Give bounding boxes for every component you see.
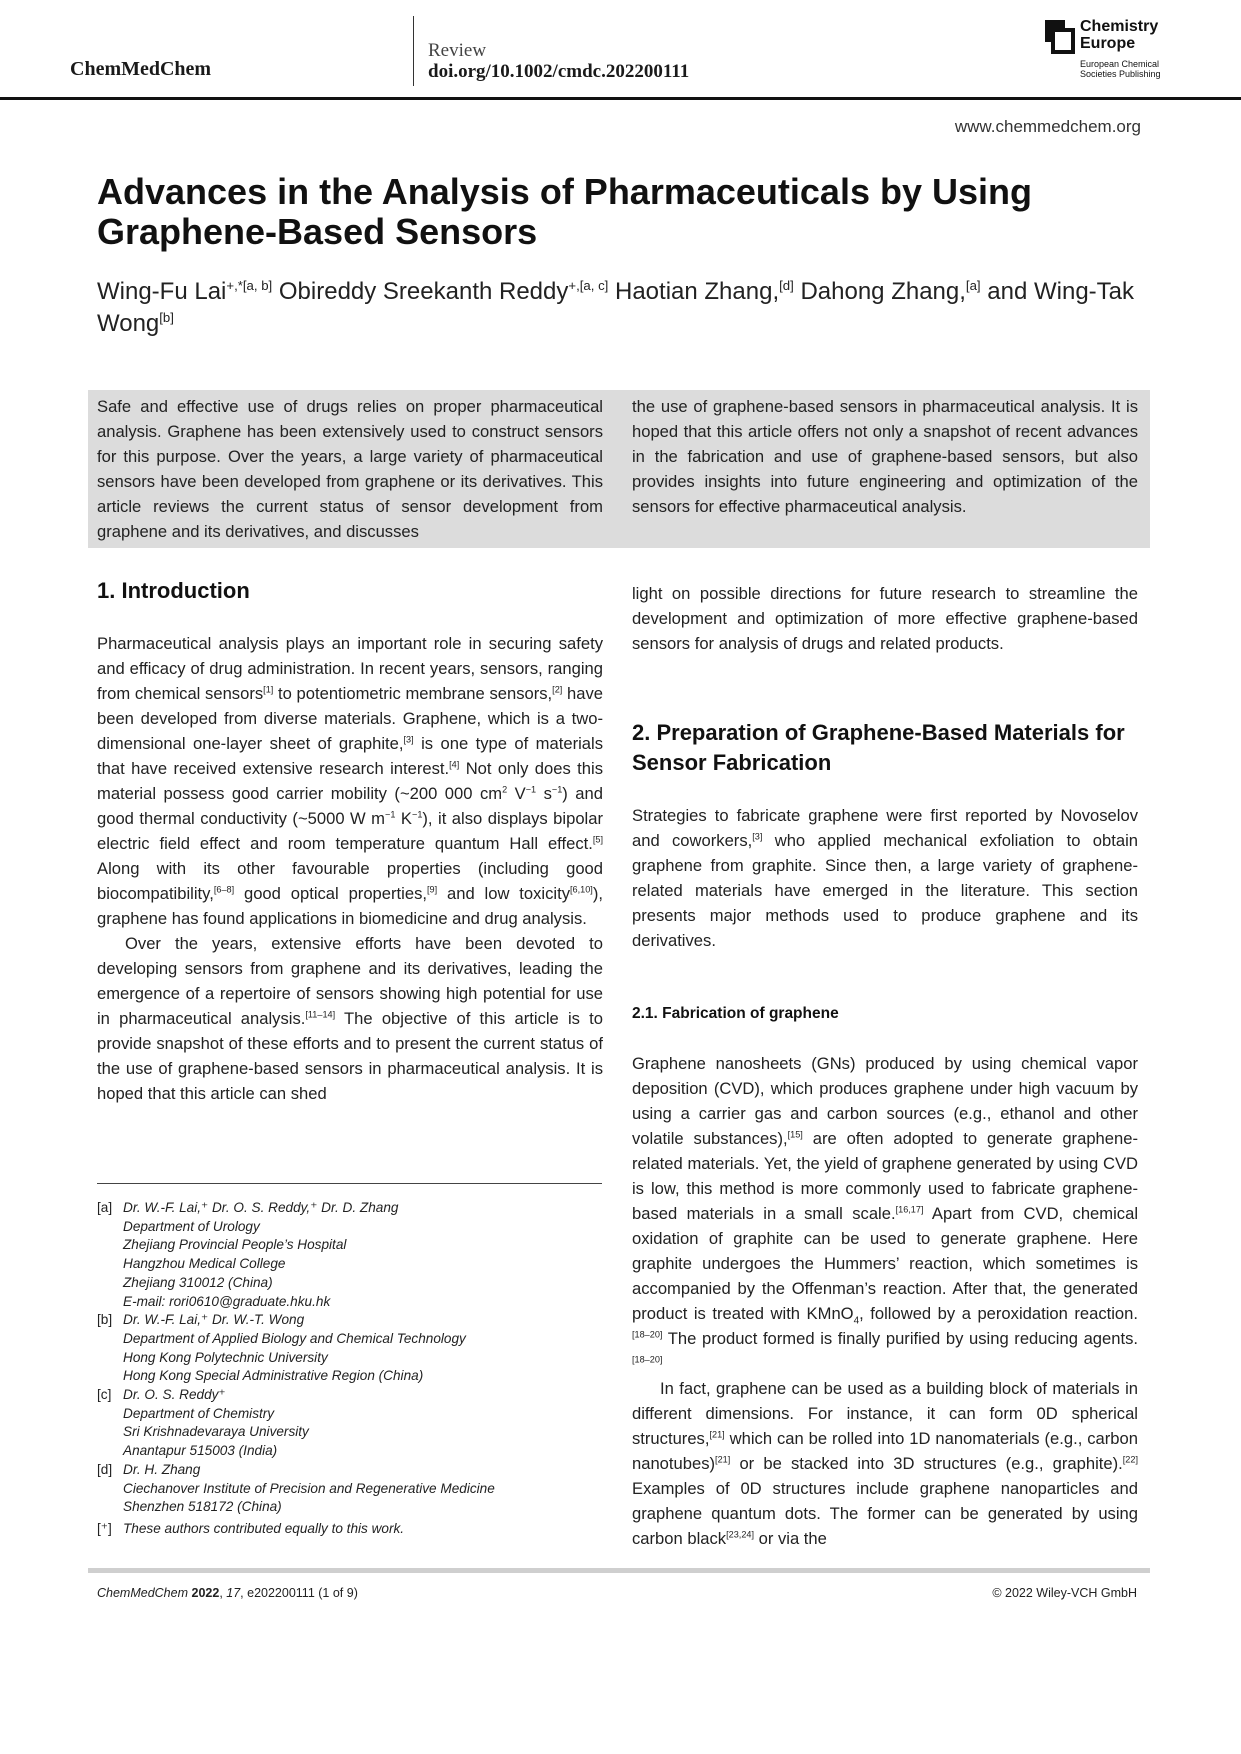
- affiliation-b: [97, 1311, 607, 1386]
- text-run: who applied mechanical exfoliation to obtain graphene from graphite. Since then, a large variety of graphene-related materials have emerged in the literature. This section presents major methods used to produce graphene and its derivatives.: [632, 831, 1138, 950]
- section-2-1-heading: [632, 1003, 1138, 1025]
- citation[interactable]: [18–20]: [632, 1329, 663, 1340]
- text-run: Strategies to fabricate graphene were first reported by Novoselov and coworkers,: [632, 806, 1138, 850]
- text-run: ), graphene has found applications in biomedicine and drug analysis.: [97, 884, 603, 928]
- affiliation-line: Hong Kong Special Administrative Region (China): [123, 1368, 424, 1384]
- citation[interactable]: [6–8]: [213, 884, 235, 895]
- citation[interactable]: [15]: [787, 1129, 803, 1140]
- section-heading: 2. Preparation of Graphene-Based Materials for Sensor Fabrication: [632, 720, 1125, 775]
- affiliation-line: Department of Urology: [123, 1218, 260, 1234]
- footer-citation: ChemMedChem 2022, 17, e202200111 (1 of 9): [97, 1586, 358, 1600]
- text-run: s: [536, 784, 552, 803]
- text-run: Graphene nanosheets (GNs) produced by using chemical vapor deposition (CVD), which produces graphene under high vacuum by using a carrier gas and carbon sources (e.g., ethanol and other volatile substances),: [632, 1054, 1138, 1148]
- subsection-heading: 2.1. Fabrication of graphene: [632, 1005, 839, 1022]
- paragraph: [632, 1051, 1138, 1376]
- author-affiliation-mark: [a]: [965, 278, 981, 293]
- author-name[interactable]: Dahong Zhang,: [800, 278, 966, 305]
- affiliation-line: Department of Applied Biology and Chemical Technology: [123, 1330, 466, 1346]
- introduction-continued: [632, 581, 1138, 656]
- footer-year: 2022: [191, 1586, 220, 1600]
- citation[interactable]: [23,24]: [726, 1529, 754, 1540]
- citation[interactable]: [6,10]: [570, 884, 593, 895]
- introduction-heading: [97, 576, 603, 606]
- author-affiliation-mark: +,[a, c]: [568, 278, 609, 293]
- footer-copyright: © 2022 Wiley-VCH GmbH: [992, 1586, 1137, 1600]
- text-run: V: [507, 784, 526, 803]
- footer-article: , e202200111 (1 of 9): [240, 1586, 358, 1600]
- citation[interactable]: [4]: [449, 759, 460, 770]
- logo-sub-line-1: European Chemical: [1080, 59, 1160, 69]
- paragraph: [97, 631, 603, 931]
- text-run: In fact, graphene can be used as a building block of materials in different dimensions. For instance, it can form 0D spherical structures,: [632, 1379, 1138, 1448]
- affiliation-label: [b]: [97, 1312, 113, 1328]
- section-2-body: [632, 803, 1138, 953]
- affiliation-line: Hong Kong Polytechnic University: [123, 1349, 328, 1365]
- citation[interactable]: [16,17]: [895, 1204, 924, 1215]
- affiliation-line: Ciechanover Institute of Precision and Regenerative Medicine: [123, 1480, 495, 1496]
- author-list: [97, 276, 1157, 340]
- paragraph: light on possible directions for future research to streamline the development and optimization of more effective graphene-based sensors for analysis of drugs and related products.: [632, 584, 1138, 653]
- affiliation-line: Department of Chemistry: [123, 1405, 275, 1421]
- email-link[interactable]: E-mail: rori0610@graduate.hku.hk: [123, 1293, 331, 1309]
- abstract-left-column: Safe and effective use of drugs relies on proper pharmaceutical analysis. Graphene has been extensively used to construct sensors for this purpose. Over the years, a large variety of pharmaceutical sensors have been developed from graphene or its derivatives. This article reviews the current status of sensor development from graphene and its derivatives, and discusses: [97, 397, 603, 541]
- text-run: or via the: [754, 1529, 827, 1548]
- author-name[interactable]: Wing-Tak Wong: [97, 278, 1135, 337]
- affiliation-d: [97, 1461, 607, 1517]
- text-run: to potentiometric membrane sensors,: [273, 684, 553, 703]
- footnote-rule: [97, 1183, 602, 1184]
- section-2-heading: [632, 718, 1152, 778]
- article-title: Advances in the Analysis of Pharmaceuticals by Using Graphene-Based Sensors: [97, 171, 1032, 252]
- section-heading: 1. Introduction: [97, 578, 250, 603]
- header-divider: [413, 16, 414, 86]
- citation[interactable]: [22]: [1122, 1454, 1138, 1465]
- exponent: −1: [525, 784, 537, 795]
- chemistry-europe-logo[interactable]: [1045, 18, 1175, 82]
- text-run: is one type of materials that have received extensive research interest.: [97, 734, 603, 778]
- affiliations: [97, 1199, 607, 1539]
- introduction-body: [97, 631, 603, 1106]
- text-run: K: [395, 809, 412, 828]
- exponent: −1: [385, 809, 396, 820]
- header-rule: [0, 97, 1241, 100]
- citation[interactable]: [2]: [552, 684, 563, 695]
- logo-subtitle: [1080, 59, 1161, 79]
- footer-journal: ChemMedChem: [97, 1586, 189, 1600]
- affiliation-line: Hangzhou Medical College: [123, 1256, 286, 1272]
- affiliation-line: Dr. O. S. Reddy⁺: [123, 1387, 226, 1403]
- logo-sub-line-2: Societies Publishing: [1080, 69, 1161, 79]
- affiliation-line: These authors contributed equally to this work.: [123, 1520, 405, 1536]
- affiliation-line: Dr. W.-F. Lai,⁺ Dr. O. S. Reddy,⁺ Dr. D. Zhang: [123, 1200, 399, 1215]
- affiliation-line: Dr. H. Zhang: [123, 1461, 201, 1477]
- logo-title-line-1: Chemistry: [1080, 18, 1159, 35]
- journal-name: ChemMedChem: [70, 58, 212, 80]
- citation[interactable]: [9]: [426, 884, 438, 895]
- author-name[interactable]: Obireddy Sreekanth Reddy: [278, 278, 569, 305]
- author-name[interactable]: Haotian Zhang,: [615, 278, 780, 305]
- text-run: Not only does this material possess good carrier mobility (~200 000 cm: [97, 759, 603, 803]
- text-run: Examples of 0D structures include graphene nanoparticles and graphene quantum dots. The former can be generated by using carbon black: [632, 1479, 1138, 1548]
- affiliation-label: [⁺]: [97, 1520, 112, 1536]
- logo-title: [1080, 18, 1158, 52]
- text-run: have been developed from diverse materials. Graphene, which is a two-dimensional one-layer sheet of graphite,: [97, 684, 604, 753]
- affiliation-label: [a]: [97, 1200, 113, 1215]
- footer-rule: [88, 1568, 1150, 1573]
- affiliation-line: Anantapur 515003 (India): [123, 1443, 278, 1459]
- text-run: are often adopted to generate graphene-related materials. Yet, the yield of graphene generated by using CVD is low, this method is more commonly used to fabricate graphene-based materials in a small scale.: [632, 1129, 1138, 1223]
- text-run: and low toxicity: [437, 884, 571, 903]
- paragraph: [632, 1376, 1138, 1551]
- citation[interactable]: [21]: [715, 1454, 731, 1465]
- exponent: −1: [551, 784, 563, 795]
- affiliation-line: Dr. W.-F. Lai,⁺ Dr. W.-T. Wong: [123, 1312, 305, 1328]
- affiliation-equal-contribution: [97, 1520, 607, 1539]
- text-run: Along with its other favourable properties (including good biocompatibility,: [97, 859, 603, 903]
- citation[interactable]: [18–20]: [632, 1354, 663, 1365]
- text-run: Apart from CVD, chemical oxidation of graphite can be used to generate graphene. Here graphite undergoes the Hummers’ reaction, which sometimes is accompanied by the Offenman’s reaction. After that, the generated product is treated with KMnO: [632, 1204, 1138, 1323]
- citation[interactable]: [21]: [709, 1429, 725, 1440]
- paragraph: [97, 931, 603, 1106]
- doi-link[interactable]: doi.org/10.1002/cmdc.202200111: [428, 61, 690, 82]
- affiliation-a: [97, 1199, 607, 1311]
- citation[interactable]: [5]: [592, 834, 603, 845]
- author-affiliation-mark: [b]: [159, 310, 174, 325]
- affiliation-line: Shenzhen 518172 (China): [123, 1499, 282, 1515]
- text-run: ), it also displays bipolar electric field effect and room temperature quantum Hall effect.: [97, 809, 603, 853]
- exponent: 2: [502, 784, 508, 795]
- text-run: Pharmaceutical analysis plays an important role in securing safety and efficacy of drug administration. In recent years, sensors, ranging from chemical sensors: [97, 634, 603, 703]
- text-run: or be stacked into 3D structures (e.g., graphite).: [730, 1454, 1123, 1473]
- journal-website-link[interactable]: www.chemmedchem.org: [954, 117, 1141, 136]
- text-run: , followed by a peroxidation reaction.: [859, 1304, 1139, 1323]
- affiliation-line: Zhejiang Provincial People’s Hospital: [123, 1237, 347, 1253]
- exponent: −1: [411, 809, 423, 820]
- author-name[interactable]: Wing-Fu Lai: [97, 278, 227, 305]
- text-run: The objective of this article is to provide snapshot of these efforts and to present the current status of the use of graphene-based sensors in pharmaceutical analysis. It is hoped that this article can shed: [97, 1009, 603, 1103]
- footer-volume: 17: [226, 1586, 241, 1600]
- subscript: 4: [853, 1315, 860, 1327]
- affiliation-label: [c]: [97, 1387, 112, 1403]
- affiliation-c: [97, 1386, 607, 1461]
- author-affiliation-mark: +,*[a, b]: [226, 278, 273, 293]
- text-run: ) and good thermal conductivity (~5000 W m: [97, 784, 603, 828]
- authors-and: and: [987, 278, 1028, 305]
- citation[interactable]: [11–14]: [305, 1009, 336, 1020]
- text-run: which can be rolled into 1D nanomaterials (e.g., carbon nanotubes): [632, 1429, 1138, 1473]
- citation[interactable]: [3]: [752, 831, 763, 842]
- text-run: good optical properties,: [234, 884, 427, 903]
- logo-title-line-2: Europe: [1080, 35, 1136, 52]
- paragraph: [632, 803, 1138, 953]
- text-run: The product formed is finally purified by using reducing agents.: [662, 1329, 1138, 1348]
- text-run: Over the years, extensive efforts have been devoted to developing sensors from graphene and its derivatives, leading the emergence of a repertoire of sensors showing high potential for use in pharmaceutical analysis.: [97, 934, 603, 1028]
- chemistry-europe-logo-icon: [1045, 20, 1075, 54]
- affiliation-line: Zhejiang 310012 (China): [123, 1274, 273, 1290]
- section-2-1-body: [632, 1051, 1138, 1551]
- article-type: Review: [428, 40, 487, 61]
- citation[interactable]: [1]: [263, 684, 274, 695]
- abstract-right-column: the use of graphene-based sensors in pharmaceutical analysis. It is hoped that this article offers not only a snapshot of recent advances in the fabrication and use of graphene-based sensors, but also provides insights into future engineering and optimization of the sensors for effective pharmaceutical analysis.: [632, 397, 1138, 516]
- citation[interactable]: [3]: [403, 734, 414, 745]
- affiliation-line: Sri Krishnadevaraya University: [123, 1424, 309, 1440]
- author-affiliation-mark: [d]: [779, 278, 794, 293]
- affiliation-label: [d]: [97, 1461, 113, 1477]
